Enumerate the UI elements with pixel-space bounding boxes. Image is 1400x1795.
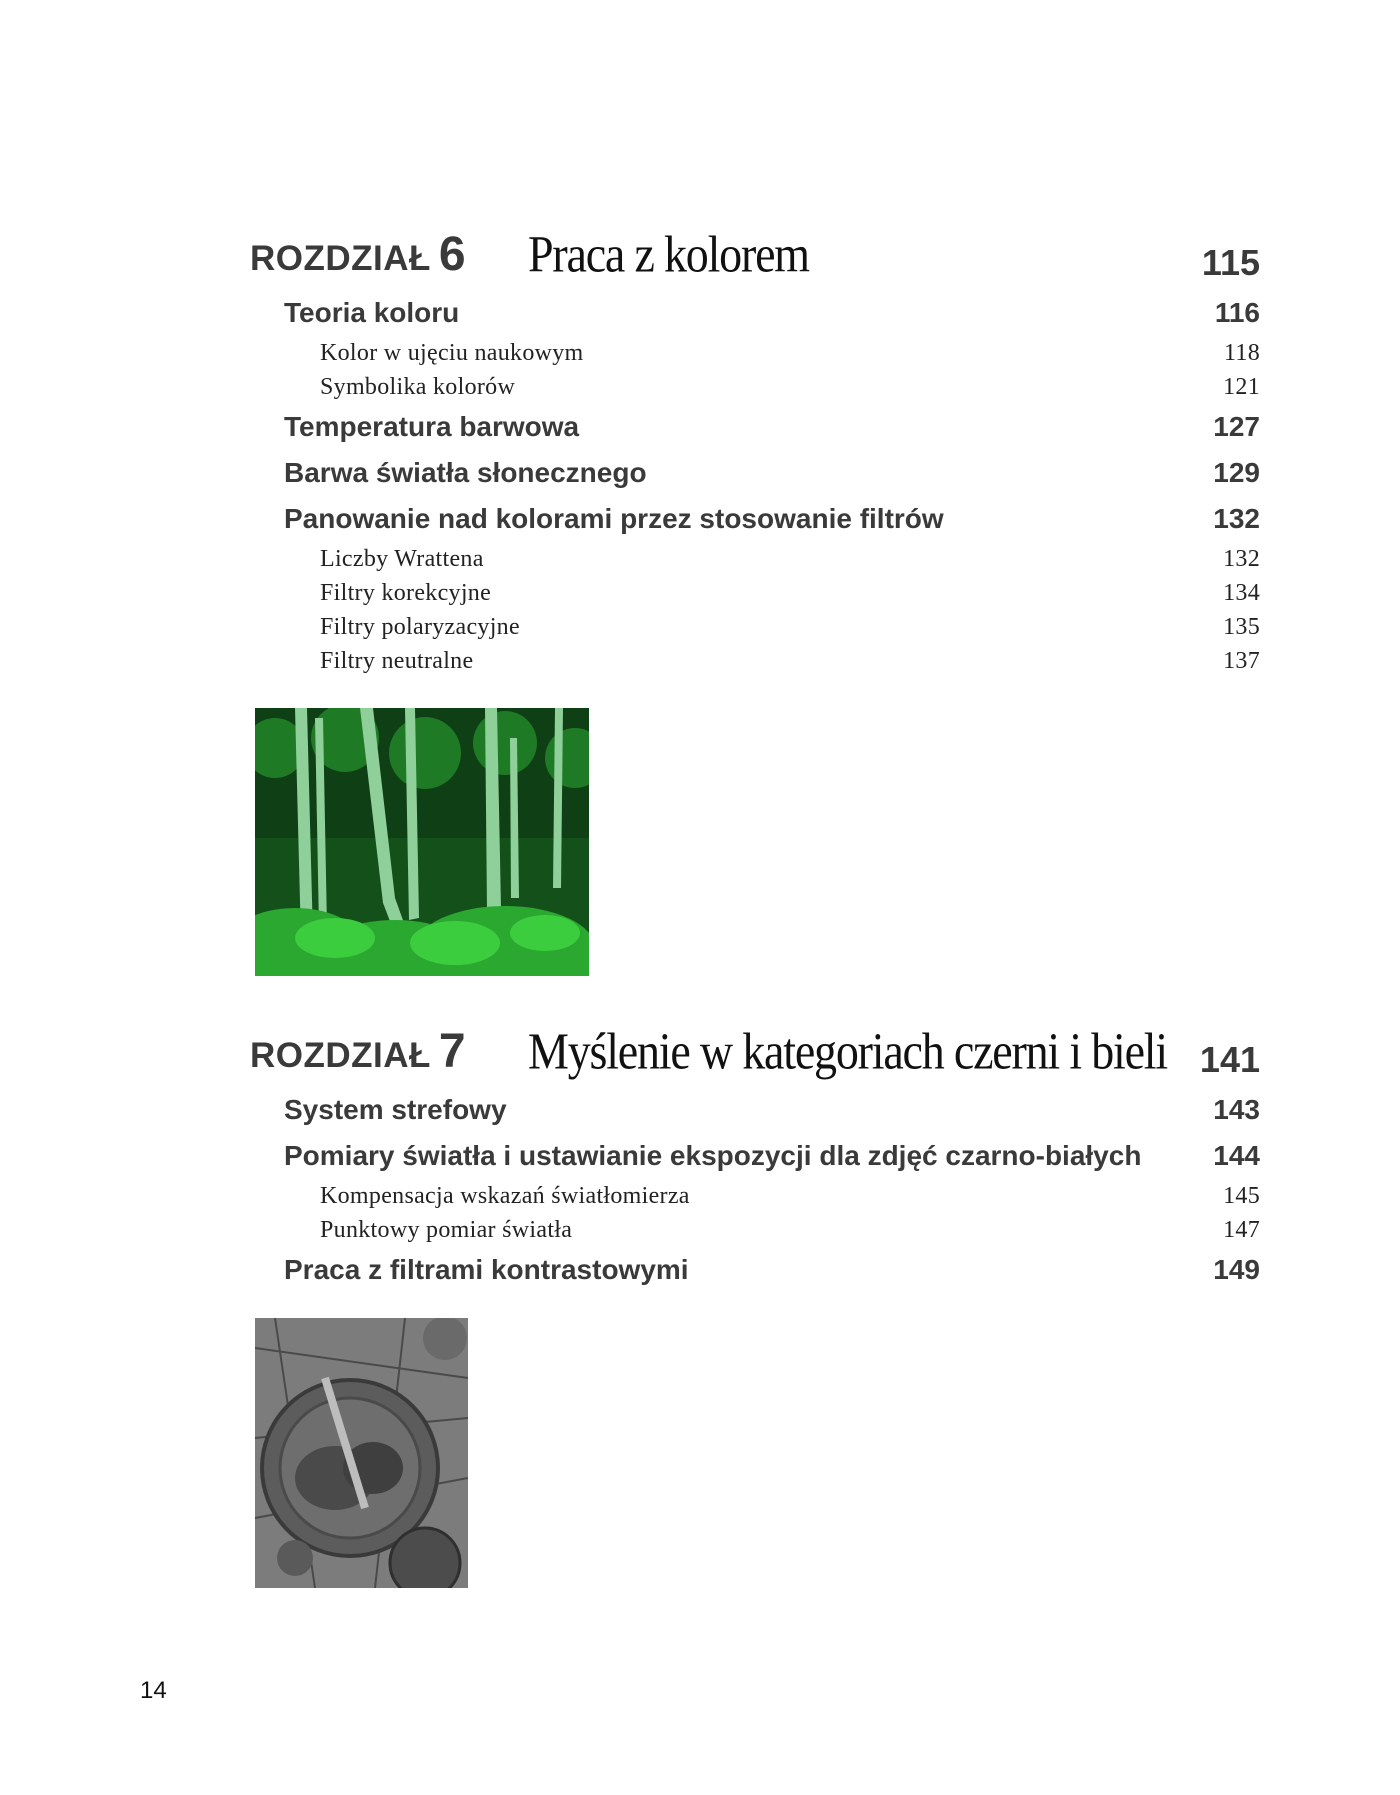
forest-photo	[255, 708, 589, 976]
chapter-7	[250, 1022, 1260, 1293]
entry-page: 145	[1223, 1183, 1260, 1209]
entry-title: Punktowy pomiar światła	[320, 1217, 573, 1243]
toc-list	[250, 1087, 1260, 1293]
entry-page: 134	[1223, 580, 1260, 606]
entry-page: 116	[1214, 297, 1260, 328]
toc-entry[interactable]	[250, 1087, 1260, 1133]
bread-illustration	[255, 1318, 468, 1588]
entry-title: Symbolika kolorów	[320, 374, 516, 400]
toc-entry[interactable]	[250, 1133, 1260, 1179]
chapter-title: Praca z kolorem	[528, 225, 809, 283]
chapter-number: 7	[438, 1025, 467, 1078]
entry-page: 132	[1213, 503, 1260, 534]
entry-page: 127	[1213, 411, 1260, 442]
entry-title: Filtry polaryzacyjne	[320, 614, 520, 640]
chapter-label	[250, 227, 466, 282]
entry-page: 143	[1213, 1094, 1260, 1125]
entry-title: Panowanie nad kolorami przez stosowanie filtrów	[284, 503, 944, 534]
chapter-page: 115	[1201, 242, 1260, 283]
entry-page: 129	[1213, 457, 1260, 488]
entry-page: 144	[1213, 1140, 1260, 1171]
toc-subentry[interactable]	[250, 1213, 1260, 1247]
chapter-label	[250, 1024, 466, 1079]
toc-entry[interactable]	[250, 1247, 1260, 1293]
toc-subentry[interactable]	[250, 1179, 1260, 1213]
chapter-6	[250, 225, 1260, 678]
chapter-title: Myślenie w kategoriach czerni i bieli	[528, 1022, 1167, 1080]
entry-page: 135	[1223, 614, 1260, 640]
chapter-heading	[250, 225, 1260, 290]
toc-entry[interactable]	[250, 290, 1260, 336]
entry-title: Barwa światła słonecznego	[284, 457, 647, 488]
entry-title: Kolor w ujęciu naukowym	[320, 340, 584, 366]
toc-entry[interactable]	[250, 404, 1260, 450]
entry-title: Pomiary światła i ustawianie ekspozycji dla zdjęć czarno-białych	[284, 1140, 1142, 1171]
chapter-heading	[250, 1022, 1260, 1087]
entry-title: Filtry neutralne	[320, 648, 474, 674]
entry-page: 147	[1223, 1217, 1260, 1243]
toc-subentry[interactable]	[250, 542, 1260, 576]
forest-illustration	[255, 708, 589, 976]
page-number: 14	[140, 1677, 167, 1704]
entry-page: 118	[1223, 340, 1260, 366]
entry-title: Teoria koloru	[284, 297, 460, 328]
toc-subentry[interactable]	[250, 644, 1260, 678]
entry-page: 149	[1213, 1254, 1260, 1285]
chapter-number: 6	[438, 228, 467, 281]
entry-page: 132	[1223, 546, 1260, 572]
toc-subentry[interactable]	[250, 576, 1260, 610]
toc-entry[interactable]	[250, 450, 1260, 496]
chapter-label-text: ROZDZIAŁ	[250, 239, 431, 278]
entry-page: 121	[1223, 374, 1260, 400]
toc-subentry[interactable]	[250, 610, 1260, 644]
toc-subentry[interactable]	[250, 336, 1260, 370]
bread-photo	[255, 1318, 468, 1588]
chapter-page: 141	[1199, 1039, 1260, 1080]
toc-subentry[interactable]	[250, 370, 1260, 404]
entry-title: Temperatura barwowa	[284, 411, 580, 442]
entry-title: Liczby Wrattena	[320, 546, 484, 572]
entry-title: Filtry korekcyjne	[320, 580, 492, 606]
entry-title: Praca z filtrami kontrastowymi	[284, 1254, 689, 1285]
chapter-label-text: ROZDZIAŁ	[250, 1036, 431, 1075]
entry-title: System strefowy	[284, 1094, 507, 1125]
toc-entry[interactable]	[250, 496, 1260, 542]
toc-list	[250, 290, 1260, 678]
entry-page: 137	[1223, 648, 1260, 674]
entry-title: Kompensacja wskazań światłomierza	[320, 1183, 690, 1209]
